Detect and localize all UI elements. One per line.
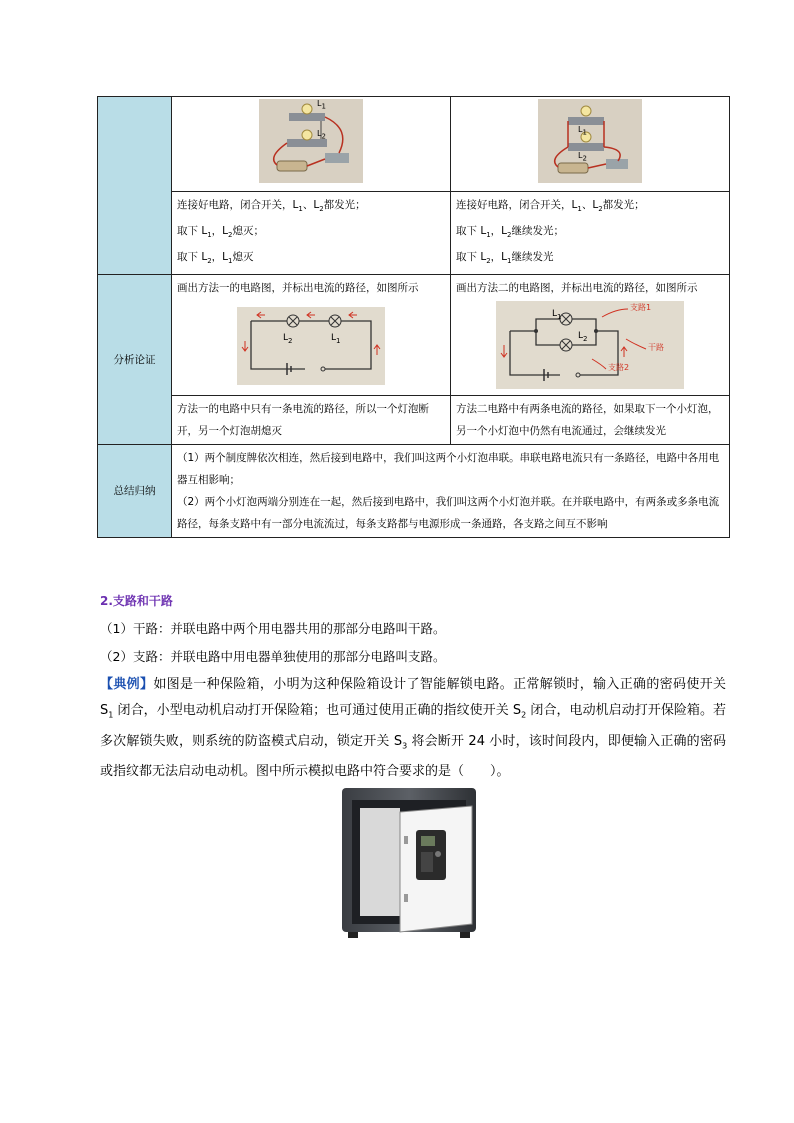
safe-image — [338, 786, 480, 944]
side-label-analysis: 分析论证 — [98, 275, 172, 445]
l2-label: $L_2$ — [578, 331, 588, 344]
side-label-summary: 总结归纳 — [98, 445, 172, 538]
example-paragraph: 【典例】如图是一种保险箱，小明为这种保险箱设计了智能解锁电路。正常解锁时，输入正确的密码使开关 $S_1$ 闭合，小型电动机启动打开保险箱；也可通过使用正确的指纹使开关 $S_2$ 闭合，电动机启动打开保险箱。若多次解锁失败，则系统的防盗模式启动，锁定开关 $S_3$ 将会断开 24 小时，该时间段内，即便输入正确的密码或指纹都无法启动电动机。图中所示模拟电路中符合要求的是（ ）。 — [100, 677, 726, 780]
observation-line: 连接好电路，闭合开关，$L_1$、$L_2$都发光； — [177, 199, 366, 214]
observation-line: 连接好电路，闭合开关，$L_1$、$L_2$都发光； — [456, 199, 645, 214]
parallel-circuit-photo — [538, 99, 642, 183]
summary-point-1: （1）两个制度牌依次相连，然后接到电路中，我们叫这两个小灯泡串联。串联电路电流只有一条路径，电路中各用电器互相影响； — [177, 452, 720, 487]
l1-label: L1 — [317, 99, 326, 111]
parallel-circuit-diagram — [496, 301, 684, 389]
series-diagram-cell — [172, 275, 451, 396]
parallel-diagram-caption: 画出方法二的电路图，并标出电流的路径，如图所示 — [456, 282, 698, 295]
summary-point-2: （2）两个小灯泡两端分别连在一起，然后接到电路中，我们叫这两个小灯泡并联。在并联电路中，有两条或多条电流路径，每条支路中有一部分电流流过，每条支路都与电源形成一条通路，各支路之间互不影响 — [177, 496, 720, 531]
parallel-observation — [451, 192, 730, 275]
side-cell-empty — [98, 97, 172, 275]
branch2-label: 支路2 — [608, 363, 630, 373]
example-tag: 【典例】 — [100, 677, 154, 692]
l1-label: $L_1$ — [552, 309, 562, 322]
parallel-conclusion — [451, 396, 730, 445]
parallel-conclusion-text: 方法二电路中有两条电流的路径，如果取下一个小灯泡，另一个小灯泡中仍然有电流通过，会继续发光 — [456, 403, 719, 438]
series-conclusion — [172, 396, 451, 445]
summary-cell — [172, 445, 730, 538]
series-diagram-caption: 画出方法一的电路图，并标出电流的路径，如图所示 — [177, 282, 419, 295]
trunk-definition: （1）干路：并联电路中两个用电器共用的那部分电路叫干路。 — [100, 621, 446, 636]
series-circuit-photo — [259, 99, 363, 183]
branch-definition: （2）支路：并联电路中用电器单独使用的那部分电路叫支路。 — [100, 649, 446, 664]
l2-label: $L_2$ — [283, 333, 293, 346]
section-title: 2.支路和干路 — [100, 594, 173, 608]
series-conclusion-text: 方法一的电路中只有一条电流的路径，所以一个灯泡断开，另一个灯泡胡熄灭 — [177, 403, 429, 438]
photo-cell-parallel — [451, 97, 730, 192]
l2-label: L2 — [317, 129, 326, 141]
observation-line: 取下 $L_2$，$L_1$继续发光 — [456, 251, 554, 266]
l1-label: L1 — [578, 125, 587, 137]
observation-line: 取下 $L_1$，$L_2$熄灭； — [177, 225, 264, 240]
branch1-label: 支路1 — [630, 303, 652, 313]
series-circuit-diagram — [237, 307, 385, 385]
photo-cell-series — [172, 97, 451, 192]
trunk-label: 干路 — [648, 343, 664, 353]
observation-line: 取下 $L_1$，$L_2$继续发光； — [456, 225, 564, 240]
parallel-diagram-cell — [451, 275, 730, 396]
series-observation — [172, 192, 451, 275]
l2-label: L2 — [578, 151, 587, 163]
l1-label: $L_1$ — [331, 333, 341, 346]
experiment-table — [97, 96, 730, 538]
observation-line: 取下 $L_2$，$L_1$熄灭 — [177, 251, 254, 266]
